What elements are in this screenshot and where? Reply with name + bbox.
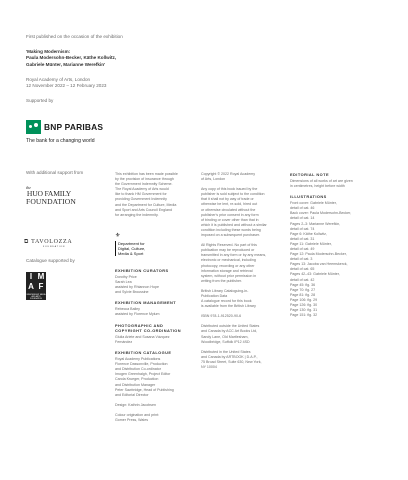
bnp-paribas-logo [26,120,131,150]
dcms-logo [115,233,160,255]
text-line: for arranging the indemnity. [115,212,159,217]
text-line: Page 126: fig. 30 [290,303,318,307]
text-line: and Sylvie Broussine [115,290,149,295]
text-line: detail of cat. 42 [290,277,315,282]
text-line: otherwise be lent, re-sold, hired out [201,202,258,207]
text-line: Page 12: Paula Modersohn-Becker, [290,252,347,257]
text-line: Carola Krueger, Production [115,377,159,382]
text-line: Gomer Press, Wales [115,418,149,423]
text-line: Publication Data [201,293,228,298]
column-3 [201,172,277,375]
imaf-a: A [28,282,34,291]
text-line: assisted by Florence Mylum [115,312,160,317]
hugo-the: the [26,185,32,190]
intro-block [26,34,226,105]
exhibition-title: 'Making Modernism: [26,48,71,54]
supported-by: Supported by [26,97,54,103]
dcms-line: Department for [118,241,145,246]
text-line: publisher is sold subject to the condition [201,192,265,197]
text-line: Page 130: fig. 31 [290,308,318,313]
text-line: Pages 13: Jacoba van Heemskerck, [290,262,348,267]
text-line: assisted by Rhiannon Hope [115,285,159,290]
text-line: detail of cat. 74 [290,226,315,231]
design-credit: Design: Kathrin Jacobsen [115,402,156,407]
text-line: Colour origination and print: [115,412,160,417]
imaf-i: I [29,272,33,281]
text-line: Distributed outside the United States [201,324,260,329]
text-line: is available from the British Library [201,304,256,309]
text-line: and Canada by ARTBOOK | D.A.P., [201,354,258,359]
dates: 12 November 2022 – 12 February 2023 [26,83,107,89]
text-line: information storage and retrieval [201,268,253,273]
venue: Royal Academy of Arts, London [26,76,91,82]
text-line: Peter Sawbridge, Head of Publishing [115,387,174,392]
text-line: All Rights Reserved. No part of this [201,243,257,248]
text-line: Copyright © 2022 Royal Academy [201,172,255,176]
additional-support-label: With additional support from [26,170,84,175]
isbn: ISBN 978-1-912520-90-6 [201,314,242,319]
text-line: photocopy, recording or any other [201,263,255,268]
text-line: by the provision of insurance through [115,177,174,182]
hugo-line1: HUO FAMILY [26,189,72,199]
text-line: the Government Indemnity Scheme. [115,182,173,187]
text-line: and Distribution Manager [115,382,156,387]
text-line: Florence Dassonville, Production [115,362,168,367]
text-line: detail of cat. 46 [290,206,315,211]
text-line: Page 6: Käthe Kollwitz, [290,231,327,236]
column-2-lower [115,268,190,428]
text-line: Any copy of this book issued by the [201,187,258,192]
text-line: Rebecca Bailey [115,307,140,312]
text-line: writing from the publisher. [201,278,242,283]
text-line: Page 11: Gabriele Münter, [290,241,332,246]
text-line: Giulia Ariete and Susana Vázquez [115,334,170,339]
text-line: or otherwise circulated without the [201,207,256,212]
management-heading: EXHIBITION MANAGEMENT [115,300,177,306]
text-line: that it shall not by way of trade or [201,197,254,202]
text-line: Page 70: fig. 27 [290,287,316,292]
imaf-logo [26,272,46,300]
dcms-line: Digital, Culture, [118,246,146,252]
crest-icon: ⚜ [115,233,121,239]
text-line: Page 106: fig. 29 [290,297,318,302]
text-line: Sandy Lane, Old Martlesham, [201,334,249,339]
tavolozza-logo [24,239,74,248]
text-line: publisher's prior consent in any form [201,212,259,217]
column-2 [115,172,187,223]
text-line: system, without prior permission in [201,273,257,278]
text-line: Back cover: Paula Modersohn-Becker, [290,211,352,216]
text-line: and the Department for Culture, Media [115,202,177,207]
sponsor-tagline: The bank for a changing world [26,138,95,144]
text-line: Woodbridge, Suffolk IP12 4SD [201,339,250,344]
text-line: Front cover: Gabriele Münter, [290,201,337,206]
catalogue-heading: EXHIBITION CATALOGUE [115,350,172,356]
text-line: electronic or mechanical, including [201,258,256,263]
text-line: condition including these words being [201,227,261,232]
photo-heading-1: PHOTOGRAPHIC AND [115,322,164,328]
text-line: which it is published and without a similar [201,222,267,227]
text-line: Fernández [115,340,133,345]
text-line: detail of cat. 49 [290,246,315,251]
text-line: NY 10004 [201,365,217,369]
text-line: and Distribution Co-ordinator [115,367,161,372]
text-line: 75 Broad Street, Suite 630, New York, [201,359,262,364]
sponsor-name: BNP PARIBAS [44,122,104,132]
curators-heading: EXHIBITION CURATORS [115,268,169,273]
text-line: Sarah Lea [115,280,132,285]
tavolozza-sub: FOUNDATION [42,246,66,248]
text-line: and Editorial Director [115,392,149,397]
imaf-bar: INDEPENDENT MEDIA AND ARTS FOUNDATION [26,294,46,300]
text-line: British Library Cataloguing-in- [201,288,249,293]
dcms-line: Media & Sport [118,251,144,257]
text-line: Page 45: fig. 36 [290,282,316,287]
imaf-f: F [38,282,44,291]
indemnity-text [115,172,187,218]
illustrations-heading: ILLUSTRATIONS [290,194,327,200]
column-4 [290,172,370,323]
imaf-m: M [37,272,45,281]
catalogue-supported-label: Catalogue supported by [26,258,75,263]
text-line: Pages 42–43: Gabriele Münter, [290,272,340,277]
text-line: publication may be reproduced or [201,248,255,253]
text-line: and Canada by ACC Art Books Ltd, [201,329,258,334]
text-line: providing Government Indemnity [115,197,167,202]
text-line: detail of cat. 3 [290,257,313,262]
exhibition-names-1: Paula Modersohn-Becker, Käthe Kollwitz, [26,55,117,61]
bnp-stars-icon [26,120,41,134]
text-line: Page 151: fig. 32 [290,313,318,318]
text-line: Distributed in the United States [201,349,251,354]
text-line: like to thank HM Government for [115,192,167,197]
text-line: detail of cat. 14 [290,216,315,221]
tavolozza-name: TAVOLOZZA [31,239,73,245]
text-line: in centimetres, height before width [290,184,345,189]
text-line: A catalogue record for this book [201,299,252,304]
text-line: Dorothy Price [115,274,137,279]
text-line: Pages 2–3: Marianne Werefkin, [290,221,341,226]
text-line: detail of cat. 65 [290,267,315,272]
text-line: of binding or cover other than that in [201,217,259,222]
editorial-heading: EDITORIAL NOTE [290,172,330,177]
text-line: The Royal Academy of Arts would [115,187,169,192]
text-line: detail of cat. 31 [290,236,315,241]
text-line: This exhibition has been made possible [115,172,178,176]
published-line: First published on the occasion of the exhibition [26,34,123,39]
text-line: Royal Academy Publications [115,357,161,362]
tavolozza-mark-icon: ⧉ [24,239,32,245]
text-line: Imogen Greenhalgh, Project Editor [115,372,171,377]
text-line: imposed on a subsequent purchaser. [201,233,260,238]
text-line: Dimensions of all works of art are given [290,178,353,183]
text-line: of Arts, London [201,177,226,182]
text-line: Page 81: fig. 28 [290,292,316,297]
exhibition-names-2: Gabriele Münter, Marianne Werefkin' [26,61,106,67]
photo-heading-2: COPYRIGHT CO-ORDINATION [115,327,182,333]
text-line: transmitted in any form or by any means, [201,253,267,258]
hugo-family-foundation-logo [26,185,76,206]
text-line: and Sport and Arts Council England [115,207,172,212]
hugo-line2: FOUNDATION [26,196,76,206]
